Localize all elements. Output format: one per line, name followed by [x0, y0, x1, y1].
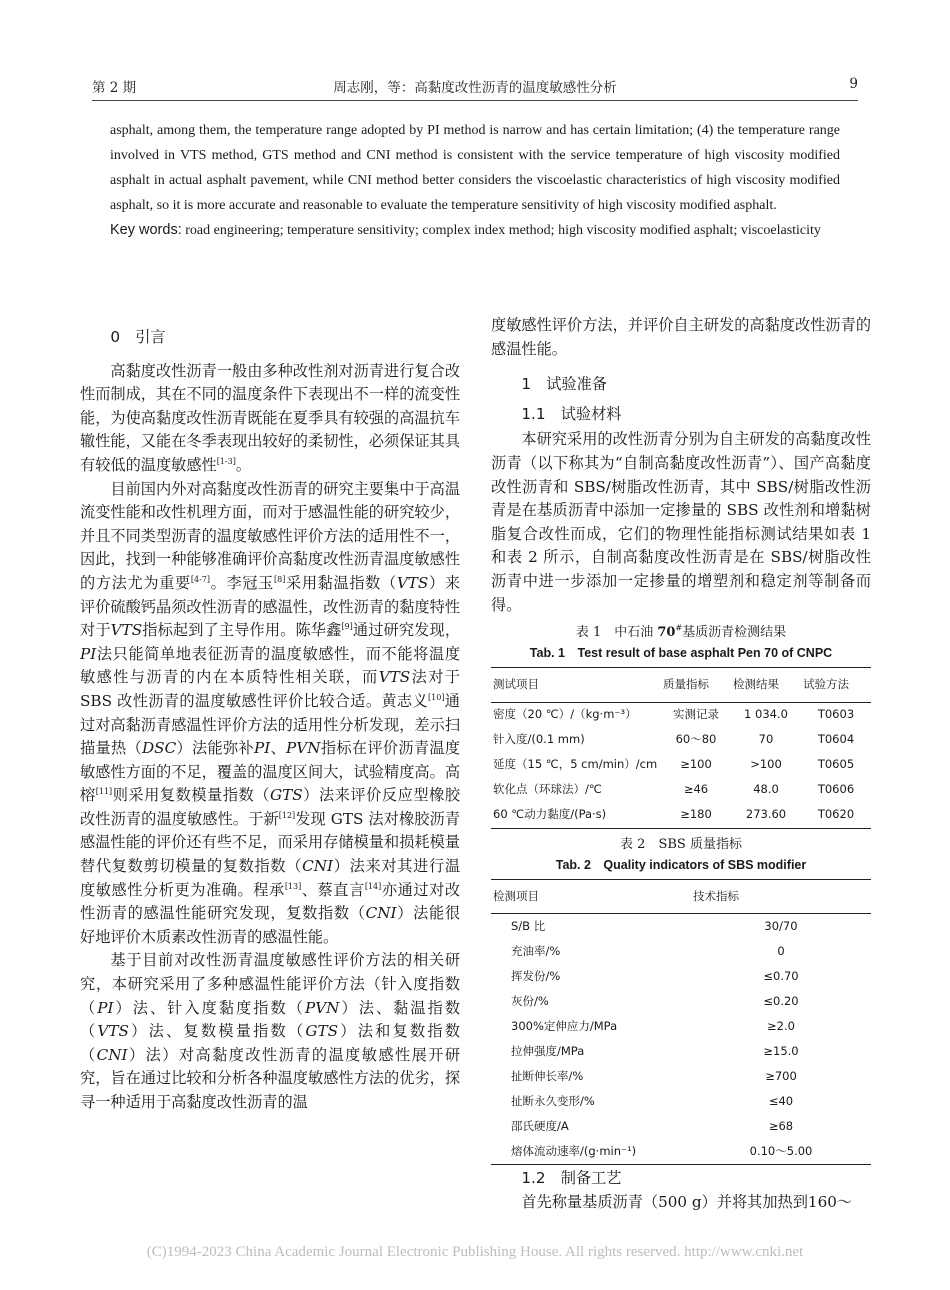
page-number: 9 — [849, 76, 858, 92]
materials-paragraph: 本研究采用的改性沥青分别为自主研发的高黏度改性沥青（以下称其为“自制高黏度改性沥青”）、国产高黏度改性沥青和 SBS/树脂改性沥青，其中 SBS/树脂改性沥青是在基质沥青中添加一定掺量的 SBS 改性剂和增黏树脂复合改性而成，它们的物理性能指标测试结果如表 1 和表 2 所示，自制高黏度改性沥青是在 SBS/树脂改性沥青中进一步添加一定掺量的增塑剂和稳定剂等制备而得。 — [491, 430, 871, 614]
issue-number: 第 2 期 — [92, 80, 137, 96]
intro-continuation: 度敏感性评价方法，并评价自主研发的高黏度改性沥青的感温性能。 — [491, 316, 871, 358]
table-row: 扯断伸长率/% ≥700 — [511, 1069, 797, 1084]
table-row: 熔体流动速率/(g·min⁻¹) 0.10～5.00 — [491, 1139, 871, 1165]
header-rule — [92, 100, 858, 101]
table-2-caption: 表 2 SBS 质量指标 — [620, 836, 742, 852]
abstract — [110, 118, 840, 243]
table-row: S/B 比 30/70 — [511, 919, 798, 934]
table-row: 邵氏硬度/A ≥68 — [511, 1119, 794, 1134]
copyright-footer: (C)1994-2023 China Academic Journal Electronic Publishing House. All rights reserved. http://www.cnki.net — [146, 1244, 804, 1260]
table-row: 灰份/% ≤0.20 — [511, 994, 799, 1009]
intro-paragraph-1: 高黏度改性沥青一般由多种改性剂对沥青进行复合改性而制成，其在不同的温度条件下表现出不一样的流变性能，为使高黏度改性沥青既能在夏季具有较强的高温抗车辙性能，又能在冬季表现出较好的柔韧性，必须保证其具有较低的温度敏感性[1-3]。 — [80, 361, 460, 474]
table-row: 扯断永久变形/% ≤40 — [511, 1094, 794, 1109]
section-0-heading: 0 引言 — [110, 328, 166, 346]
table-2-header: 检测项目 — [491, 879, 691, 914]
keywords-label: Key words: — [110, 222, 182, 238]
table-1-caption: 表 1 中石油 70#基质沥青检测结果 — [575, 623, 787, 641]
table-2-caption-en: Tab. 2 Quality indicators of SBS modifier — [555, 857, 807, 872]
table-row: 密度（20 ℃）/（kg·m⁻³） 实测记录 1 034.0 T0603 — [493, 707, 855, 722]
table-1-header: 测试项目 — [491, 668, 661, 703]
table-1-caption-en: Tab. 1 Test result of base asphalt Pen 70 of CNPC — [529, 646, 833, 661]
table-row: 拉伸强度/MPa ≥15.0 — [511, 1044, 799, 1059]
left-column — [80, 326, 460, 1115]
intro-paragraph-3: 基于目前对改性沥青温度敏感性评价方法的相关研究，本研究采用了多种感温性能评价方法（针入度指数（PI）法、针入度黏度指数（PVN）法、黏温指数（VTS）法、复数模量指数（GTS）法和复数指数（CNI）法）对高黏度改性沥青的温度敏感性展开研究，旨在通过比较和分析各种温度敏感性方法的优劣，探寻一种适用于高黏度改性沥青的温 — [80, 951, 461, 1111]
running-title: 周志刚，等：高黏度改性沥青的温度敏感性分析 — [333, 80, 617, 96]
section-1-2-heading: 1.2 制备工艺 — [521, 1169, 622, 1188]
table-2-header: 技术指标 — [691, 879, 871, 914]
intro-paragraph-2: 目前国内外对高黏度改性沥青的研究主要集中于高温流变性能和改性机理方面，而对于感温性能的研究较少，并且不同类型沥青的温度敏感性评价方法的适用性不一，因此，找到一种能够准确评价高黏度改性沥青温度敏感性的方法尤为重要[4-7]。李冠玉[8]采用黏温指数（VTS）来评价硫酸钙晶须改性沥青的感温性，改性沥青的黏度特性对于VTS指标起到了主导作用。陈华鑫[9]通过研究发现，PI法只能简单地表征沥青的温度敏感性，而不能将温度敏感性与沥青的内在本质特性相关联，而VTS法对于 SBS 改性沥青的温度敏感性评价比较合适。黄志义[10]通过对高黏沥青感温性评价方法的适用性分析发现，差示扫描量热（DSC）法能弥补PI、PVN指标在评价沥青温度敏感性方面的不足，覆盖的温度区间大，试验精度高。高榕[11]则采用复数模量指数（GTS）法来评价反应型橡胶改性沥青的温度敏感性。于新[12]发现 GTS 法对橡胶沥青感温性能的评价还有些不足，而采用存储模量和损耗模量替代复数剪切模量的复数指数（CNI）法来对其进行温度敏感性分析更为准确。程承[13]、蔡直言[14]亦通过对改性沥青的感温性能研究发现，复数指数（CNI）法能很好地评价木质素改性沥青的感温性能。 — [80, 479, 461, 946]
keywords-text: road engineering; temperature sensitivity; complex index method; high viscosity modified asphalt; viscoelasticity — [185, 223, 821, 238]
table-row: 充油率/% 0 — [511, 944, 785, 959]
table-row: 延度（15 ℃，5 cm/min）/cm ≥100 >100 T0605 — [493, 757, 855, 772]
table-1 — [491, 667, 871, 829]
table-1-header: 试验方法 — [801, 668, 871, 703]
table-1-header: 检测结果 — [731, 668, 801, 703]
abstract-text: asphalt, among them, the temperature range adopted by PI method is narrow and has certain limitation; (4) the temperature range involved in VTS method, GTS method and CNI method is consistent with the service temperature of high viscosity modified asphalt in actual asphalt pavement, while CNI method better considers the viscoelastic characteristics of high viscosity modified asphalt, so it is more accurate and reasonable to evaluate the temperature sensitivity of high viscosity modified asphalt. — [110, 123, 840, 213]
table-1-header: 质量指标 — [661, 668, 731, 703]
table-2 — [491, 879, 871, 1166]
table-row: 300%定伸应力/MPa ≥2.0 — [511, 1019, 795, 1034]
keywords — [110, 218, 840, 243]
table-row: 挥发份/% ≤0.70 — [511, 969, 799, 984]
section-1-heading: 1 试验准备 — [521, 375, 607, 394]
table-row: 软化点（环球法）/℃ ≥46 48.0 T0606 — [493, 782, 855, 797]
table-row: 60 ℃动力黏度/(Pa·s) ≥180 273.60 T0620 — [491, 803, 871, 829]
preparation-paragraph: 首先称量基质沥青（500 g）并将其加热到160～ — [521, 1192, 853, 1211]
section-1-1-heading: 1.1 试验材料 — [521, 404, 622, 423]
right-column — [491, 314, 871, 1215]
table-row: 针入度/(0.1 mm) 60～80 70 T0604 — [493, 732, 855, 747]
